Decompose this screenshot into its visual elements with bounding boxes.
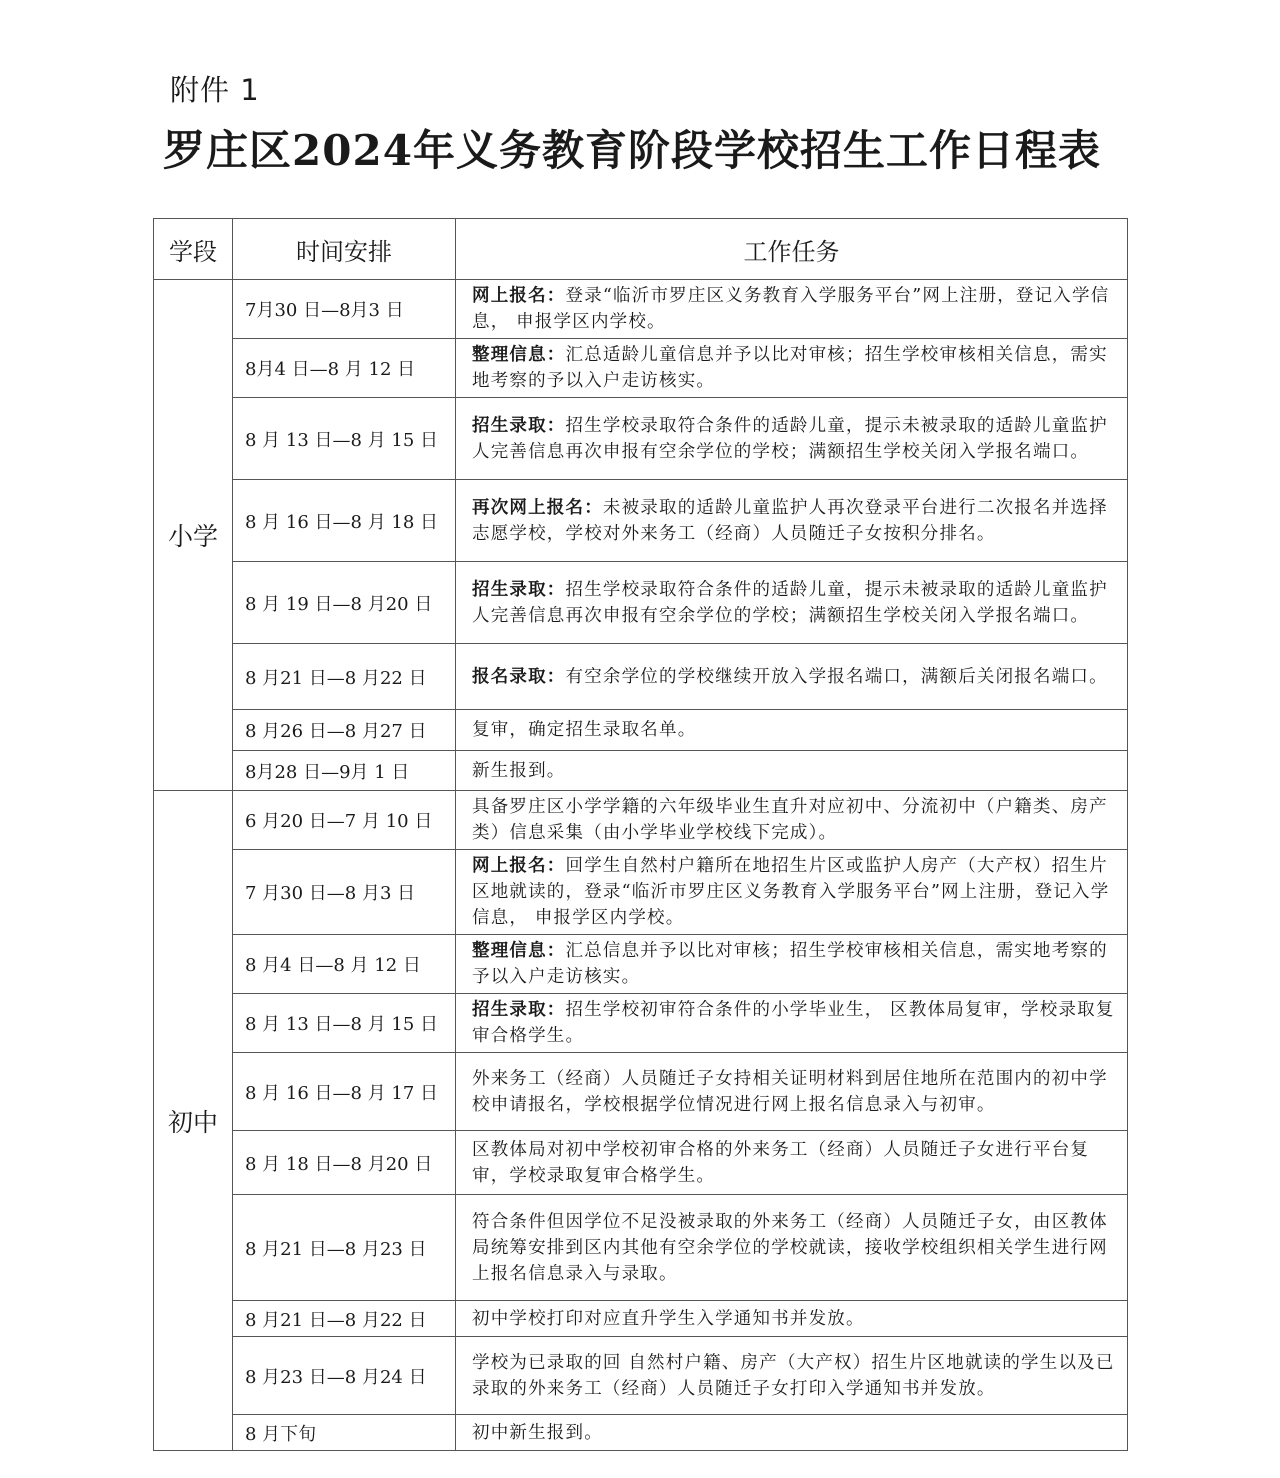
task-text: 符合条件但因学位不足没被录取的外来务工（经商）人员随迁子女，由区教体局统筹安排到区内其他有空余学位的学校就读，接收学校组织相关学生进行网上报名信息录入与录取。 [472,1211,1108,1284]
table-row [154,1415,1128,1451]
task-text: 新生报到。 [472,760,566,781]
table-row [154,935,1128,994]
table-row [154,644,1128,710]
table-row [154,1131,1128,1195]
table-row [154,1195,1128,1301]
table-row [154,562,1128,644]
task-cell [456,280,1128,339]
time-cell: 8 月26 日—8 月27 日 [233,710,456,751]
table-row [154,1301,1128,1337]
time-cell: 8 月 13 日—8 月 15 日 [233,994,456,1053]
document-title: 罗庄区2024年义务教育阶段学校招生工作日程表 [163,126,1101,175]
table-row [154,751,1128,791]
stage-cell: 小学 [154,280,233,791]
time-cell: 8 月下旬 [233,1415,456,1451]
task-cell [456,339,1128,398]
column-header-stage: 学段 [154,219,233,280]
time-cell: 8 月 16 日—8 月 17 日 [233,1053,456,1131]
table-row [154,710,1128,751]
task-label: 整理信息： [472,345,566,365]
task-text: 外来务工（经商）人员随迁子女持相关证明材料到居住地所在范围内的初中学校申请报名，学校根据学位情况进行网上报名信息录入与初审。 [472,1068,1108,1115]
task-cell [456,1301,1128,1337]
task-label: 整理信息： [472,941,566,961]
table-row [154,1053,1128,1131]
task-text: 区教体局对初中学校初审合格的外来务工（经商）人员随迁子女进行平台复审，学校录取复审合格学生。 [472,1139,1090,1186]
time-cell: 8 月 19 日—8 月20 日 [233,562,456,644]
time-cell: 8 月21 日—8 月22 日 [233,1301,456,1337]
table-row [154,398,1128,480]
task-cell [456,480,1128,562]
task-text: 招生学校录取符合条件的适龄儿童，提示未被录取的适龄儿童监护人完善信息再次申报有空余学位的学校；满额招生学校关闭入学报名端口。 [472,579,1108,626]
task-text: 汇总信息并予以比对审核；招生学校审核相关信息，需实地考察的予以入户走访核实。 [472,941,1108,987]
time-cell: 8 月21 日—8 月23 日 [233,1195,456,1301]
time-cell: 8 月 18 日—8 月20 日 [233,1131,456,1195]
task-label: 招生录取： [472,579,566,600]
task-text: 具备罗庄区小学学籍的六年级毕业生直升对应初中、分流初中（户籍类、房产类）信息采集（由小学毕业学校线下完成）。 [472,797,1108,843]
task-cell [456,398,1128,480]
time-cell: 8 月 16 日—8 月 18 日 [233,480,456,562]
column-header-task: 工作任务 [456,219,1128,280]
task-cell [456,751,1128,791]
task-cell [456,850,1128,935]
task-label: 再次网上报名： [472,497,603,518]
task-text: 初中新生报到。 [472,1422,603,1443]
attachment-label: 附件 1 [170,73,260,107]
task-text: 初中学校打印对应直升学生入学通知书并发放。 [472,1308,865,1329]
task-cell [456,1131,1128,1195]
table-row [154,994,1128,1053]
table-row [154,339,1128,398]
time-cell: 6 月20 日—7 月 10 日 [233,791,456,850]
task-cell [456,644,1128,710]
time-cell: 8 月21 日—8 月22 日 [233,644,456,710]
task-text: 汇总适龄儿童信息并予以比对审核；招生学校审核相关信息，需实地考察的予以入户走访核实。 [472,345,1108,391]
task-cell [456,935,1128,994]
task-label: 招生录取： [472,415,566,436]
table-row [154,791,1128,850]
time-cell: 8 月 13 日—8 月 15 日 [233,398,456,480]
task-text: 学校为已录取的回 自然村户籍、房产（大产权）招生片区地就读的学生以及已录取的外来务工（经商）人员随迁子女打印入学通知书并发放。 [472,1352,1115,1399]
time-cell: 8 月23 日—8 月24 日 [233,1337,456,1415]
table-row [154,850,1128,935]
task-cell [456,1337,1128,1415]
task-label: 网上报名： [472,856,566,876]
time-cell: 7月30 日—8月3 日 [233,280,456,339]
time-cell: 8 月4 日—8 月 12 日 [233,935,456,994]
schedule-table [153,218,1128,1451]
task-text: 招生学校录取符合条件的适龄儿童，提示未被录取的适龄儿童监护人完善信息再次申报有空余学位的学校；满额招生学校关闭入学报名端口。 [472,415,1108,462]
task-text: 未被录取的适龄儿童监护人再次登录平台进行二次报名并选择志愿学校，学校对外来务工（经商）人员随迁子女按积分排名。 [472,497,1108,544]
column-header-time: 时间安排 [233,219,456,280]
task-text: 复审，确定招生录取名单。 [472,720,697,740]
task-cell [456,1195,1128,1301]
task-cell [456,994,1128,1053]
task-cell [456,1415,1128,1451]
task-text: 登录“临沂市罗庄区义务教育入学服务平台”网上注册，登记入学信息， 申报学区内学校。 [472,286,1110,332]
table-row [154,1337,1128,1415]
time-cell: 8月4 日—8 月 12 日 [233,339,456,398]
task-label: 招生录取： [472,1000,566,1020]
schedule-body [154,280,1128,1451]
time-cell: 7 月30 日—8 月3 日 [233,850,456,935]
table-header-row [154,219,1128,280]
stage-cell: 初中 [154,791,233,1451]
task-cell [456,791,1128,850]
task-text: 招生学校初审符合条件的小学毕业生， 区教体局复审，学校录取复审合格学生。 [472,1000,1115,1046]
task-cell [456,710,1128,751]
task-label: 报名录取： [472,666,566,687]
task-text: 有空余学位的学校继续开放入学报名端口，满额后关闭报名端口。 [565,666,1108,687]
task-label: 网上报名： [472,286,566,306]
time-cell: 8月28 日—9月 1 日 [233,751,456,791]
table-row [154,480,1128,562]
task-cell [456,1053,1128,1131]
task-text: 回学生自然村户籍所在地招生片区或监护人房产（大产权）招生片区地就读的，登录“临沂市罗庄区义务教育入学服务平台”网上注册，登记入学信息， 申报学区内学校。 [472,856,1110,928]
task-cell [456,562,1128,644]
table-row [154,280,1128,339]
